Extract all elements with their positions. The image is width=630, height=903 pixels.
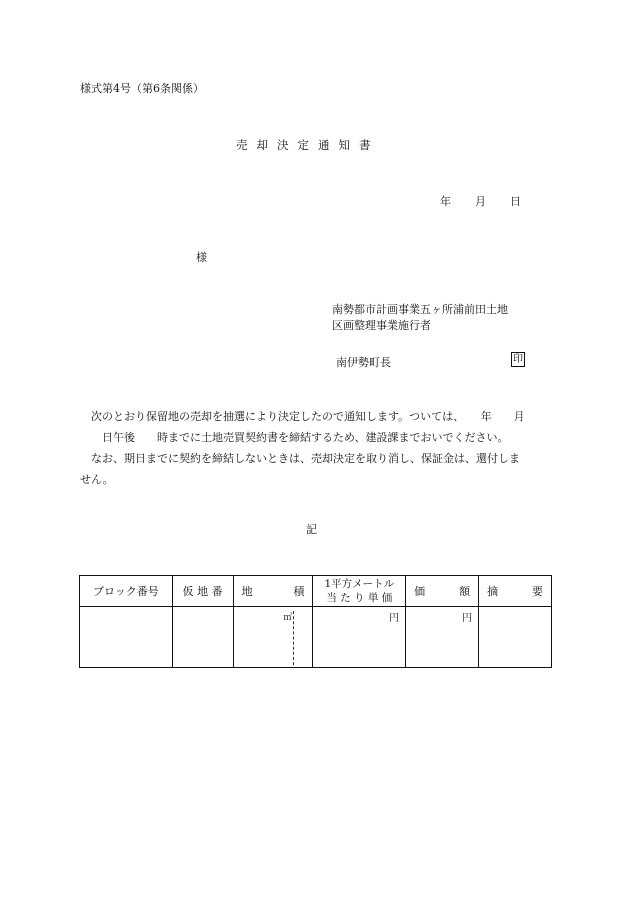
table-header-row <box>80 576 552 607</box>
document-title: 売却決定通知書 <box>236 138 380 152</box>
form-number: 様式第4号（第6条関係） <box>80 82 204 95</box>
issuer-block <box>332 302 508 334</box>
cell-area[interactable] <box>233 607 313 668</box>
body-line-2: 日午後 時までに土地売買契約書を締結するため、建設課までおいでください。 <box>80 431 509 444</box>
header-area <box>233 576 313 607</box>
property-table <box>79 575 552 668</box>
ki-heading: 記 <box>306 523 317 536</box>
header-temp-lot: 仮 地 番 <box>172 576 233 607</box>
issuer-line-1: 南勢都市計画事業五ヶ所浦前田土地 <box>332 303 508 316</box>
header-remarks <box>479 576 552 607</box>
unit-price-unit: 円 <box>389 613 400 624</box>
notice-body <box>80 406 552 490</box>
addressee-suffix: 様 <box>196 251 207 264</box>
cell-block-number[interactable] <box>80 607 173 668</box>
header-remarks-a: 摘 <box>487 585 499 598</box>
body-line-3: なお、期日までに契約を締結しないときは、売却決定を取り消し、保証金は、還付しま <box>80 452 520 465</box>
header-price-b: 額 <box>459 585 471 598</box>
cell-temp-lot[interactable] <box>172 607 233 668</box>
header-area-a: 地 <box>241 585 253 598</box>
header-area-b: 積 <box>293 585 305 598</box>
decimal-divider <box>293 611 294 665</box>
cell-price[interactable] <box>406 607 479 668</box>
date-day-label: 日 <box>510 195 521 208</box>
area-unit: ㎡ <box>283 613 293 623</box>
price-unit: 円 <box>462 613 473 624</box>
header-remarks-b: 要 <box>532 585 543 598</box>
body-line-1: 次のとおり保留地の売却を抽選により決定したので通知します。ついては、 年 月 <box>80 410 525 423</box>
issuer-line-2: 区画整理事業施行者 <box>332 319 431 332</box>
cell-unit-price[interactable] <box>313 607 406 668</box>
header-unit-price <box>313 576 406 607</box>
date-year-label: 年 <box>440 195 451 208</box>
header-unit-price-line-2: 当 た り 単 価 <box>326 592 393 604</box>
date-line <box>440 193 521 209</box>
cell-remarks[interactable] <box>479 607 552 668</box>
header-block-number: ブロック番号 <box>80 576 173 607</box>
header-price-a: 価 <box>414 585 426 598</box>
table-row <box>80 607 552 668</box>
header-price <box>406 576 479 607</box>
date-month-label: 月 <box>475 195 486 208</box>
header-unit-price-line-1: 1平方メートル <box>324 578 395 590</box>
issuer-name: 南伊勢町長 <box>336 356 391 369</box>
body-line-4: せん。 <box>80 473 114 486</box>
seal-mark: 印 <box>513 354 523 365</box>
